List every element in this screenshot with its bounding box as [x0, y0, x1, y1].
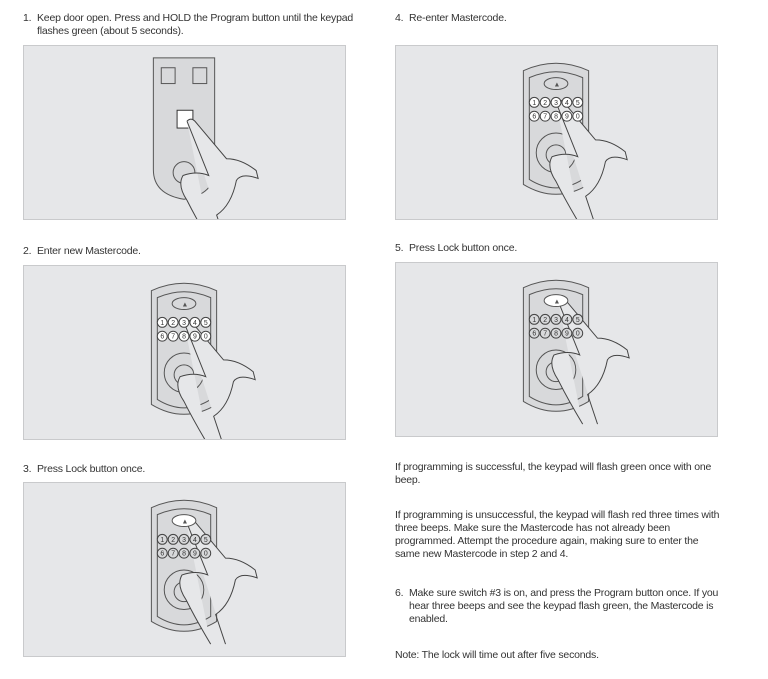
keypad-key-label: 0	[575, 330, 580, 338]
keypad-key-label: 8	[182, 333, 186, 341]
keypad-key-label: 1	[160, 319, 165, 327]
step-2-illustration	[23, 265, 346, 440]
keypad-key-label: 5	[203, 319, 208, 327]
keypad-key-label: 1	[532, 316, 537, 324]
lock-icon: ▲	[553, 81, 561, 89]
keypad-key-label: 9	[193, 333, 197, 341]
lock-illustration	[24, 483, 345, 656]
keypad-key-label: 0	[575, 113, 580, 121]
step-5-illustration	[395, 262, 718, 437]
keypad-key-label: 5	[575, 99, 580, 107]
keypad-key-label: 9	[565, 330, 569, 338]
keypad-key-label: 6	[160, 333, 165, 341]
keypad-key-label: 9	[193, 550, 197, 558]
step-5-instruction	[395, 242, 725, 255]
timeout-note: Note: The lock will time out after five seconds.	[395, 649, 599, 661]
step-number: 6.	[395, 587, 404, 599]
keypad-key-label: 6	[160, 550, 165, 558]
keypad-key-label: 6	[532, 113, 537, 121]
step-number: 5.	[395, 242, 404, 254]
keypad-key-label: 8	[554, 113, 558, 121]
lock-illustration	[24, 266, 345, 439]
step-6-instruction	[395, 587, 725, 626]
step-text: Enter new Mastercode.	[37, 245, 141, 257]
step-text: Press Lock button once.	[37, 463, 146, 475]
step-number: 3.	[23, 463, 32, 475]
keypad-key-label: 4	[565, 99, 569, 107]
keypad-key-label: 3	[182, 319, 186, 327]
keypad-key-label: 8	[554, 330, 558, 338]
step-3-instruction	[23, 463, 373, 476]
keypad-key-label: 3	[182, 536, 186, 544]
step-text: Press Lock button once.	[409, 242, 518, 254]
keypad-key-label: 1	[532, 99, 537, 107]
step-number: 2.	[23, 245, 32, 257]
keypad-key-label: 7	[543, 113, 547, 121]
keypad-key-label: 8	[182, 550, 186, 558]
keypad-key-label: 4	[193, 319, 197, 327]
keypad-key-label: 7	[171, 333, 175, 341]
keypad-key-label: 2	[171, 536, 175, 544]
keypad-key-label: 0	[203, 333, 208, 341]
keypad-key-label: 3	[554, 99, 558, 107]
keypad-key-label: 9	[565, 113, 569, 121]
keypad-key-label: 3	[554, 316, 558, 324]
step-text: Keep door open. Press and HOLD the Program button until the keypad flashes green (about 5 seconds).	[37, 12, 354, 37]
keypad-key-label: 5	[575, 316, 580, 324]
keypad-key-label: 4	[193, 536, 197, 544]
lock-icon: ▲	[553, 298, 561, 306]
failure-note: If programming is unsuccessful, the keypad will flash red three times with three beeps. Make sure the Mastercode has not already been programmed. Attempt the procedure again, making sure to enter the same new Mastercode in step 2 and 4.	[395, 509, 720, 560]
keypad-key-label: 0	[203, 550, 208, 558]
step-1-instruction	[23, 12, 373, 38]
step-3-illustration	[23, 482, 346, 657]
step-text: Make sure switch #3 is on, and press the Program button once. If you hear three beeps and see the keypad flash green, the Mastercode is enabled.	[409, 587, 719, 625]
keypad-key-label: 4	[565, 316, 569, 324]
keypad-key-label: 2	[171, 319, 175, 327]
step-text: Re-enter Mastercode.	[409, 12, 507, 24]
keypad-key-label: 1	[160, 536, 165, 544]
lock-illustration	[396, 263, 717, 436]
keypad-key-label: 2	[543, 99, 547, 107]
step-2-instruction	[23, 245, 373, 258]
lock-illustration	[396, 46, 717, 219]
step-number: 4.	[395, 12, 404, 24]
keypad-key-label: 7	[543, 330, 547, 338]
keypad-key-label: 7	[171, 550, 175, 558]
lock-illustration	[24, 46, 345, 219]
step-4-instruction	[395, 12, 725, 25]
keypad-key-label: 2	[543, 316, 547, 324]
success-note: If programming is successful, the keypad will flash green once with one beep.	[395, 461, 712, 486]
step-1-illustration	[23, 45, 346, 220]
keypad-key-label: 5	[203, 536, 208, 544]
lock-icon: ▲	[181, 518, 189, 526]
keypad-key-label: 6	[532, 330, 537, 338]
step-number: 1.	[23, 12, 32, 24]
step-4-illustration	[395, 45, 718, 220]
lock-icon: ▲	[181, 301, 189, 309]
